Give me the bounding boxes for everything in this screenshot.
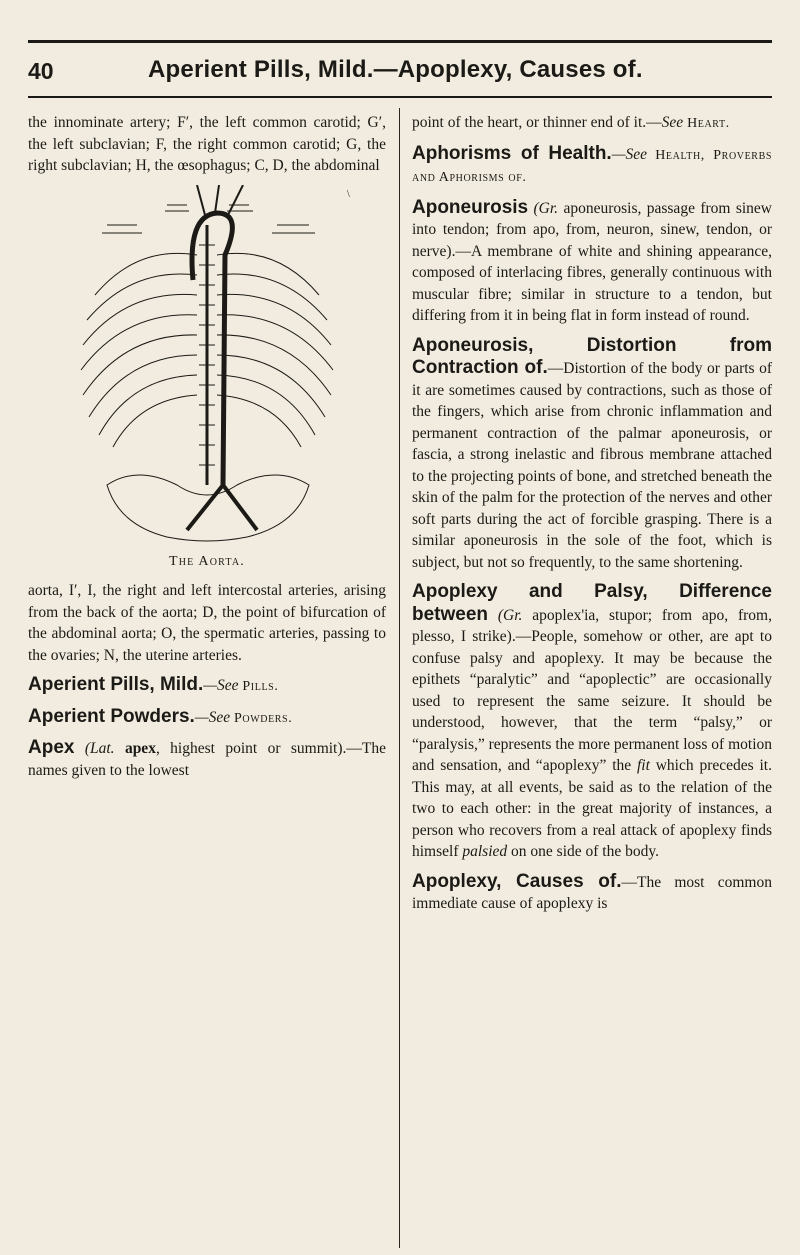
entry-text: on one side of the body. bbox=[507, 843, 659, 860]
entry-text: —Distortion of the body or parts of it are sometimes caused by contractions, such as those of the fingers, which arise from chronic inflammation and permanent contraction of the palmar aponeurosis, or fascia, a strong inelastic and fibrous membrane attached to the projecting points of bone, and stretched beneath the skin of the palm for the protection of the nerves and other soft parts during the act of forcible grasping. There is a similar aponeurosis in the sole of the foot, which is subject, but not so frequently, to the same shortening. bbox=[412, 360, 772, 571]
see-label: —See bbox=[194, 708, 231, 726]
header-rule bbox=[28, 96, 772, 98]
svg-text:\: \ bbox=[347, 188, 350, 200]
intro-paragraph: the innominate artery; F′, the left common carotid; G′, the left subclavian; F, the right common carotid; G, the right subclavian; H, the œsophagus; C, D, the abdominal bbox=[28, 114, 386, 174]
entry-aperient-powders bbox=[28, 706, 386, 730]
top-rule bbox=[28, 40, 772, 43]
cross-reference: Powders. bbox=[234, 710, 293, 726]
see-label: See bbox=[661, 114, 684, 131]
continued-text: point of the heart, or thinner end of it.— bbox=[412, 114, 662, 131]
entry-text: aponeurosis, passage from sinew into tendon; from apo, from, neuron, sinew, tendon, or nerve).—A membrane of white and shining appearance, composed of interlacing fibres, generally continuous with muscular fibre; similar in structure to a tendon, but differing from it in being flat in form instead of round. bbox=[412, 199, 772, 324]
entry-text: apoplex'ia, stupor; from apo, from, plesso, I strike).—People, somehow or other, are apt to confuse palsy and apoplexy. It may be because the epithets “paralytic” and “apoplectic” are occasionally used to represent the same seizure. It should be understood, however, that the term “palsy,” or “paralysis,” represents the more permanent loss of motion and sensation, and “apoplexy” the bbox=[412, 606, 772, 774]
etymon: apex bbox=[124, 740, 156, 757]
emphasis: palsied bbox=[462, 843, 508, 860]
entry-head: Aperient Powders. bbox=[28, 705, 195, 727]
entry-head: Apex bbox=[28, 737, 75, 758]
see-label: —See bbox=[611, 145, 648, 163]
page-header bbox=[28, 54, 772, 94]
entry-apoplexy-palsy bbox=[412, 581, 772, 863]
entry-distortion bbox=[412, 335, 772, 574]
page-number: 40 bbox=[28, 58, 54, 84]
entry-text: , highest point or summit).—The names given to the lowest bbox=[28, 740, 386, 779]
see-label: —See bbox=[203, 677, 239, 694]
left-column bbox=[28, 112, 386, 789]
figure-caption: The Aorta. bbox=[168, 553, 246, 569]
cross-reference: Pills. bbox=[242, 679, 279, 694]
entry-head: Aperient Pills, Mild. bbox=[28, 674, 204, 695]
right-column bbox=[412, 112, 772, 923]
entry-head: Aponeurosis, Distortion from Contraction of. bbox=[412, 334, 772, 378]
continued-paragraph bbox=[412, 112, 772, 135]
entry-head: Apoplexy and Palsy, Difference between bbox=[412, 581, 772, 625]
column-divider bbox=[399, 108, 400, 1248]
cross-reference: Health, Proverbs and Aphorisms of. bbox=[412, 147, 773, 185]
entry-apoplexy-causes bbox=[412, 871, 772, 915]
aorta-figure bbox=[47, 185, 367, 545]
emphasis: fit bbox=[636, 757, 650, 774]
entry-apex bbox=[28, 737, 386, 781]
entry-head: Apoplexy, Causes of. bbox=[412, 870, 622, 892]
entry-aponeurosis bbox=[412, 197, 772, 327]
entry-head: Aphorisms of Health. bbox=[412, 142, 612, 164]
entry-text: which precedes it. This may, at all events, be said as to the relation of the two to each other: in the great majority of instances, a person who recovers from a real attack of apoplexy finds himself bbox=[412, 757, 772, 860]
running-title: Aperient Pills, Mild.—Apoplexy, Causes of. bbox=[148, 56, 643, 83]
lang-label: (Lat. bbox=[84, 740, 115, 757]
after-figure-paragraph: aorta, I′, I, the right and left intercostal arteries, arising from the back of the aorta; D, the point of bifurcation of the abdominal aorta; O, the spermatic arteries, passing to the ovaries; N, the uterine arteries. bbox=[28, 582, 386, 664]
entry-text: —The most common immediate cause of apoplexy is bbox=[412, 873, 772, 912]
entry-aphorisms bbox=[412, 143, 772, 189]
entry-aperient-pills bbox=[28, 674, 386, 698]
lang-label: (Gr. bbox=[497, 606, 523, 624]
lang-label: (Gr. bbox=[533, 199, 559, 217]
entry-head: Aponeurosis bbox=[412, 196, 529, 218]
aorta-engraving-icon bbox=[47, 185, 367, 545]
cross-reference: Heart. bbox=[687, 116, 730, 131]
